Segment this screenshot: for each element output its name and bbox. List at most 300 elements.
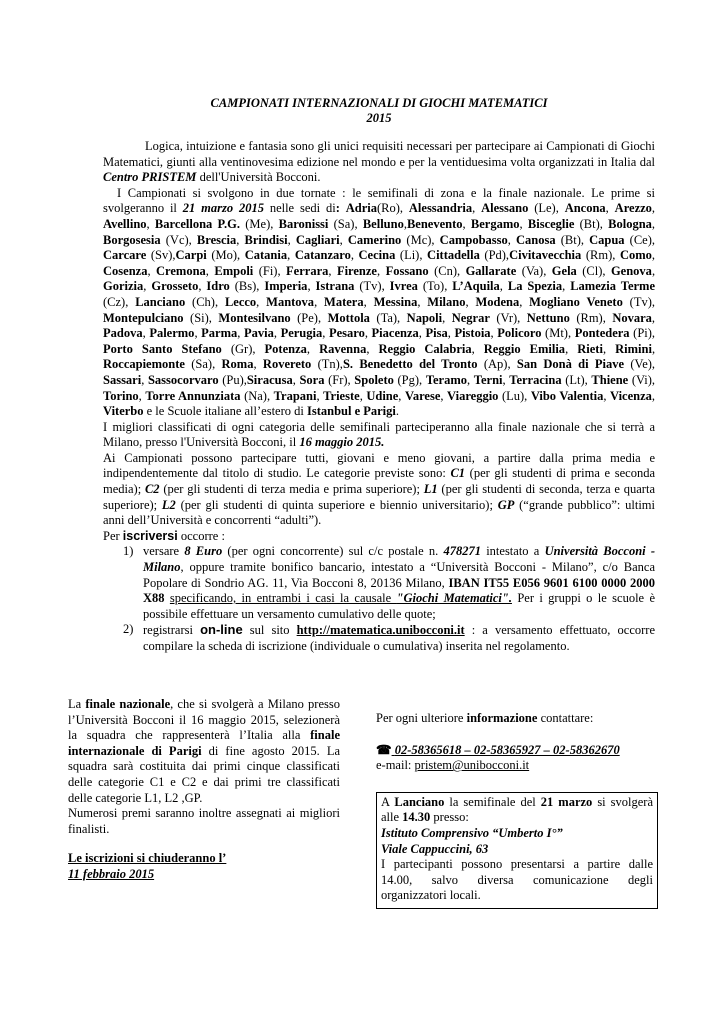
box-viale [381, 842, 653, 858]
iscrizione-occorre: occorre : [177, 528, 225, 543]
sede-province: , [562, 279, 571, 294]
sede-province: , [314, 294, 325, 309]
sede-city: Canosa [516, 232, 556, 247]
sede-city: Capua [589, 232, 625, 247]
sede-province: , [339, 232, 348, 247]
sede-province: , [194, 326, 202, 341]
sede-province: , [138, 388, 146, 403]
sede-city: Cecina [358, 248, 396, 263]
sede-city: Vibo Valentia [530, 388, 604, 403]
sede-city: Udine [366, 388, 399, 403]
postal-account: 478271 [443, 544, 481, 559]
istituto-name: Istituto Comprensivo “Umberto I°” [381, 825, 563, 840]
istituto-address: Viale Cappuccini, 63 [381, 841, 489, 856]
sede-province: , [359, 388, 367, 403]
sede-city: Fossano [385, 263, 429, 278]
email-line [376, 758, 658, 774]
box-date: 21 marzo [540, 794, 593, 809]
sede-province: (Bt), [574, 216, 609, 231]
sede-province: (Lt), [561, 372, 592, 387]
semifinal-date: 21 marzo 2015 [182, 201, 264, 216]
sede-city: Avellino [103, 216, 147, 231]
sede-city: L’Aquila [452, 279, 500, 294]
sede-province: , [651, 310, 656, 325]
payment-reason: "Giochi Matematici". [396, 591, 512, 606]
sede-province: (Bs), [229, 279, 265, 294]
sede-city: Arezzo [614, 201, 652, 216]
sede-province: (Sv), [146, 248, 176, 263]
document-page [103, 96, 655, 655]
sede-city: Roma [221, 357, 254, 372]
category-gp: GP [497, 497, 515, 512]
sede-province: , [142, 326, 150, 341]
sede-city: Terracina [509, 372, 562, 387]
finale-text-b: di fine agosto 2015. La squadra sarà costituita dai primi cinque classificati delle categorie C1 e C2 e dai primi tre classificati delle categorie L1, L2 ,GP. [68, 743, 341, 805]
sede-city: Pistoia [454, 326, 491, 341]
finale-column [68, 697, 340, 909]
sede-city: Carpi [175, 248, 207, 263]
sede-city: Negrar [451, 310, 490, 325]
sede-city: Policoro [497, 326, 542, 341]
sede-city: Perugia [280, 326, 323, 341]
sede-city: Pontedera [574, 326, 630, 341]
sede-province: (Cz), [103, 294, 136, 309]
categorie-paragraph [103, 451, 655, 529]
box-a: A [381, 794, 395, 809]
sede-province: , [403, 216, 407, 231]
category-l2-desc: (per gli studenti di quinta superiore e biennio universitario); [175, 497, 498, 512]
sede-province: (Vr), [489, 310, 527, 325]
sede-city: Trapani [273, 388, 317, 403]
category-l1-desc: (per gli studenti di seconda, terza e quarta superiore); [103, 482, 655, 512]
sede-province: , [462, 216, 471, 231]
sede-province: , [651, 248, 656, 263]
sede-province: (Bt), [555, 232, 590, 247]
sede-city: Torre Annunziata [145, 388, 241, 403]
sede-city: Viareggio [447, 388, 499, 403]
sede-city: Civitavecchia [509, 248, 582, 263]
step-2 [103, 622, 655, 654]
sede-city: Mantova [266, 294, 315, 309]
sede-province: , [602, 341, 616, 356]
sede-province: (Sa), [184, 357, 222, 372]
sede-city: Idro [206, 279, 230, 294]
step-1-a: versare [143, 544, 185, 559]
sede-city: Bergamo [470, 216, 520, 231]
intro-text-a: Logica, intuizione e fantasia sono gli unici requisiti necessari per partecipare ai Campionati di Giochi Matematici, giunti alla ventinovesima edizione nel mondo e per la ventiduesima volta organizzati in Italia dal [103, 139, 655, 169]
sede-province: (Ce), [624, 232, 656, 247]
sede-province: (Lu), [498, 388, 531, 403]
sede-province: (Rm), [581, 248, 620, 263]
sede-province: , [146, 216, 155, 231]
online-label: on-line [200, 622, 243, 638]
sede-province: , [603, 388, 610, 403]
sede-province: (Me), [240, 216, 279, 231]
bottom-section [68, 697, 658, 909]
sede-city: Trieste [323, 388, 360, 403]
finale-text-a: , che si svolgerà a Milano presso l’Università Bocconi il 16 maggio 2015, selezionerà la squadra che rappresenterà l’Italia alla [68, 697, 340, 743]
sede-city: Istanbul e Parigi [306, 404, 396, 419]
sede-city: Milano [427, 294, 466, 309]
tornate-text-a: I Campionati si svolgono in due tornate : le semifinali di zona e la finale nazionale. Le prime si svolgeranno il [103, 185, 655, 216]
tornate-paragraph [103, 186, 655, 420]
sede-city: Montesilvano [218, 310, 291, 325]
sede-city: Alessandria [408, 201, 473, 216]
sede-province: , [398, 388, 405, 403]
sede-province: , [306, 341, 320, 356]
box-b: la semifinale del [444, 794, 541, 809]
sede-province: , [651, 263, 656, 278]
document-title [103, 96, 655, 126]
step-2-c: : a versamento effettuato, occorre compilare la scheda di iscrizione (individuale o cumulativa) inserita nel regolamento. [143, 623, 655, 653]
category-l2: L2 [161, 497, 176, 512]
sede-province: (Pg), [393, 372, 426, 387]
sede-city: Ravenna [319, 341, 367, 356]
category-c2: C2 [144, 482, 160, 497]
sede-province: (Fi), [253, 263, 287, 278]
sede-province: , [292, 372, 300, 387]
sede-province: (Mt), [541, 326, 575, 341]
sede-city: Torino [103, 388, 139, 403]
box-city: Lanciano [394, 794, 445, 809]
sede-city: Catania [244, 248, 288, 263]
sede-city: Istrana [315, 279, 355, 294]
sede-province: , [307, 279, 316, 294]
sede-city: Genova [610, 263, 652, 278]
sede-province: , [417, 294, 428, 309]
tornate-colon: : [335, 201, 340, 216]
sede-province: , [237, 326, 244, 341]
step-1-number: 1) [123, 544, 134, 559]
sede-city: Rieti [577, 341, 603, 356]
sede-city: Empoli [214, 263, 254, 278]
sede-province: , [363, 294, 374, 309]
finale-paragraph [68, 697, 340, 806]
sede-province: (Ve), [624, 357, 656, 372]
sede-city: Alessano [481, 201, 529, 216]
sede-city: Porto Santo Stefano [103, 341, 222, 356]
sede-city: Pavia [243, 326, 274, 341]
sede-province: (Pd), [479, 248, 510, 263]
sede-province: , [147, 263, 157, 278]
premi-paragraph: Numerosi premi saranno inoltre assegnati ai migliori finalisti. [68, 806, 340, 836]
sede-city: La Spezia [507, 279, 563, 294]
sede-city: Cagliari [295, 232, 340, 247]
sede-province: , [519, 216, 528, 231]
step-2-text [143, 622, 655, 654]
email-link[interactable]: pristem@unibocconi.it [414, 758, 530, 773]
sede-province: , [471, 341, 484, 356]
sede-province: (Tv), [354, 279, 390, 294]
sede-city: Cremona [156, 263, 206, 278]
sede-city: Lecco [224, 294, 257, 309]
sede-province: (Ro), [376, 201, 409, 216]
sede-city: Spoleto [354, 372, 394, 387]
sede-city: Bologna [608, 216, 652, 231]
sede-province: , [376, 263, 386, 278]
step-2-number: 2) [123, 622, 134, 637]
iscriversi-label: iscriversi [122, 528, 178, 543]
sedi-list [103, 201, 655, 418]
sede-province: , [205, 263, 215, 278]
sede-city: Pesaro [328, 326, 365, 341]
sede-city: Modena [475, 294, 520, 309]
sede-city: San Donà di Piave [516, 357, 625, 372]
sede-city: Ancona [564, 201, 606, 216]
sede-city: Bisceglie [527, 216, 575, 231]
sede-province: , [502, 372, 510, 387]
title-line-1: CAMPIONATI INTERNAZIONALI DI GIOCHI MATEMATICI [210, 96, 548, 110]
sede-city: Belluno [362, 216, 404, 231]
step-1-text [143, 544, 655, 622]
box-c: si svolgerà alle [381, 794, 654, 825]
phone-list: 02-58365618 – 02-58365927 – 02-58362670 [394, 742, 620, 757]
sede-city: Adria [345, 201, 377, 216]
sede-province: , [490, 326, 498, 341]
sede-city: Terni [473, 372, 503, 387]
finale-internazionale-label: finale internazionale di Parigi [68, 728, 340, 758]
title-line-2: 2015 [366, 111, 392, 125]
sede-city: Lamezia Terme [570, 279, 655, 294]
sede-province: . [395, 404, 400, 419]
sede-city: Cosenza [103, 263, 148, 278]
fee-amount: 8 Euro [184, 544, 223, 559]
tornate-text-b: nelle sedi di [263, 201, 336, 216]
sede-city: Ivrea [389, 279, 418, 294]
sede-province: (Sa), [328, 216, 363, 231]
sede-city: Carcare [103, 248, 147, 263]
category-c2-desc: (per gli studenti di terza media e prima superiore); [159, 482, 424, 497]
chiusura-date: 11 febbraio 2015 [68, 866, 155, 881]
sede-city: Roccapiemonte [103, 357, 185, 372]
sede-city: Imperia [264, 279, 308, 294]
sede-province: , [287, 248, 295, 263]
sede-province: (Ap), [477, 357, 517, 372]
sede-province: (Pu), [218, 372, 247, 387]
sede-city: Rovereto [262, 357, 312, 372]
sede-province: , [418, 326, 426, 341]
sede-province: (Ta), [369, 310, 407, 325]
sede-province: , [287, 232, 296, 247]
sede-province: , [507, 232, 516, 247]
sede-city: Parma [201, 326, 238, 341]
sede-city: Ferrara [286, 263, 329, 278]
sede-province: , [143, 279, 152, 294]
sede-city: Thiene [591, 372, 629, 387]
sede-province: (Gr), [221, 341, 265, 356]
sede-city: Catanzaro [294, 248, 351, 263]
intro-text-b: dell'Università Bocconi. [196, 170, 321, 185]
category-c1: C1 [450, 466, 466, 481]
migliori-paragraph [103, 420, 655, 451]
contatti-text-b: contattare: [537, 711, 594, 725]
chiusura-note [68, 851, 340, 882]
sede-city: Messina [373, 294, 418, 309]
sede-city: Potenza [264, 341, 307, 356]
category-gp-desc: (“grande pubblico”: ultimi anni dell’Università e concorrenti “adulti”). [103, 497, 655, 528]
category-l1: L1 [423, 482, 438, 497]
account-holder: Università Bocconi - Milano [143, 544, 656, 575]
sede-province: , [651, 341, 656, 356]
sede-province: , [440, 388, 448, 403]
step-2-a: registrarsi [143, 623, 201, 638]
box-note: I partecipanti possono presentarsi a partire dalle 14.00, salvo diversa comunicazione degli organizzatori locali. [381, 857, 653, 903]
sede-province: , [467, 372, 474, 387]
sede-city: Brescia [196, 232, 237, 247]
final-date: 16 maggio 2015. [299, 435, 385, 450]
sede-province: , [253, 357, 263, 372]
sede-province: , [198, 279, 207, 294]
specificando-text: specificando, in entrambi i casi la causale [169, 591, 397, 606]
sede-province: (Le), [528, 201, 565, 216]
sede-province: , [350, 248, 359, 263]
sede-city: Siracusa [246, 372, 293, 387]
sede-city: Como [619, 248, 652, 263]
step-1-f: Per i gruppi o le scuole è possibile effettuare un versamento cumulativo delle quote; [143, 591, 655, 621]
step-1-b: (per ogni concorrente) sul c/c postale n. [222, 544, 444, 559]
sede-province: (Li), [395, 248, 428, 263]
sede-city: Mogliano Veneto [529, 294, 623, 309]
sede-province: , [256, 294, 267, 309]
sede-province: (To), [417, 279, 453, 294]
sede-province: e le Scuole italiane all’estero di [143, 404, 307, 419]
sede-city: Sora [299, 372, 325, 387]
sede-province: (Pi), [629, 326, 656, 341]
sede-city: Vicenza [610, 388, 652, 403]
phone-icon: ☎ [376, 742, 392, 757]
sede-province: (Cl), [576, 263, 611, 278]
sede-city: Lanciano [135, 294, 186, 309]
sede-city: Pisa [425, 326, 448, 341]
sede-province: (Ch), [185, 294, 225, 309]
sede-city: Sassari [103, 372, 142, 387]
sede-province: (Tv), [622, 294, 656, 309]
finale-nazionale-label: finale nazionale [85, 697, 171, 711]
sede-province: , [316, 388, 324, 403]
iban-code: IBAN IT55 E056 9601 6100 0000 2000 X88 [143, 575, 656, 606]
sede-city: Brindisi [244, 232, 288, 247]
sede-province: , [465, 294, 476, 309]
migliori-text: I migliori classificati di ogni categoria delle semifinali parteciperanno alla finale nazionale che si terrà a Milano, presso l'Università Bocconi, il [103, 419, 655, 450]
document-body [103, 139, 655, 655]
sede-province: , [236, 232, 245, 247]
sede-city: Teramo [425, 372, 468, 387]
email-label: e-mail: [376, 758, 415, 773]
sede-city: Mottola [327, 310, 370, 325]
phone-numbers [376, 743, 658, 759]
sede-city: Nettuno [526, 310, 570, 325]
iscrizione-heading [103, 529, 655, 545]
sede-city: Varese [404, 388, 441, 403]
box-time: 14.30 [402, 810, 431, 825]
sede-city: Gorizia [103, 279, 144, 294]
sede-city: Novara [612, 310, 652, 325]
contatti-column [376, 697, 658, 909]
sede-province: (Si), [183, 310, 219, 325]
sede-city: Sassocorvaro [147, 372, 219, 387]
sede-city: Viterbo [103, 404, 144, 419]
sede-province: , [565, 341, 578, 356]
sede-city: Padova [103, 326, 143, 341]
sede-province: , [499, 279, 508, 294]
sede-province: (Na), [240, 388, 274, 403]
sede-province: , [651, 201, 656, 216]
iscrizione-steps [103, 544, 655, 654]
sede-city: Reggio Calabria [378, 341, 472, 356]
category-c1-desc: (per gli studenti di prima e seconda media); [103, 466, 655, 497]
sede-province: (Cn), [428, 263, 466, 278]
sede-province: (Vc), [160, 232, 197, 247]
contatti-text-a: Per ogni ulteriore [376, 711, 467, 725]
finale-la: La [68, 697, 86, 711]
sede-province: (Vi), [628, 372, 656, 387]
sede-province: (Mc), [401, 232, 440, 247]
box-istituto [381, 826, 653, 842]
informazione-label: informazione [466, 711, 538, 725]
sede-province: , [366, 341, 379, 356]
sede-city: Barcellona P.G. [154, 216, 241, 231]
step-1-c: intestato a [480, 544, 545, 559]
sede-city: Baronissi [278, 216, 329, 231]
contatti-paragraph [376, 711, 658, 727]
sede-province: , [322, 326, 329, 341]
intro-paragraph [103, 139, 655, 186]
sede-city: Gela [551, 263, 577, 278]
sede-city: Firenze [336, 263, 377, 278]
sede-province: , [651, 216, 656, 231]
sede-province: (Mo), [206, 248, 245, 263]
step-2-b: sul sito [242, 623, 297, 638]
website-link[interactable]: http://matematica.unibocconi.it [296, 623, 465, 638]
sede-province: (Va), [516, 263, 552, 278]
categorie-text: Ai Campionati possono partecipare tutti, giovani e meno giovani, a partire dalla prima media e indipendentemente dal titolo di studio. Le categorie previste sono: [103, 450, 655, 481]
sede-province: , [273, 326, 281, 341]
sede-province: (Tn), [311, 357, 343, 372]
centro-pristem: Centro PRISTEM [103, 170, 197, 185]
box-intro [381, 795, 653, 826]
box-d: presso: [430, 810, 469, 825]
sede-city: S. Benedetto del Tronto [342, 357, 478, 372]
sede-city: Cittadella [427, 248, 480, 263]
sede-city: Reggio Emilia [483, 341, 566, 356]
sede-city: Rimini [615, 341, 652, 356]
sede-province: , [141, 372, 148, 387]
sede-city: Napoli [406, 310, 443, 325]
sede-province: (Rm), [569, 310, 613, 325]
sede-city: Benevento [406, 216, 463, 231]
sede-province: , [442, 310, 452, 325]
sede-city: Campobasso [439, 232, 508, 247]
sede-city: Matera [324, 294, 364, 309]
sede-city: Piacenza [371, 326, 419, 341]
sede-city: Grosseto [151, 279, 199, 294]
sede-province: (Fr), [324, 372, 355, 387]
chiusura-line-1: Le iscrizioni si chiuderanno l’ [68, 851, 227, 866]
sede-province: , [472, 201, 482, 216]
sede-city: Montepulciano [103, 310, 184, 325]
sede-province: , [364, 326, 372, 341]
step-1 [103, 544, 655, 622]
sede-province: , [447, 326, 455, 341]
sede-province: , [605, 201, 615, 216]
sede-city: Gallarate [465, 263, 517, 278]
step-1-d: , oppure tramite bonifico bancario, intestato a “Università Bocconi - Milano”, c/o Banca Popolare di Sondrio AG. 11, Via Bocconi 8, 20136 Milano, [143, 560, 655, 590]
lanciano-info-box [376, 792, 658, 909]
sede-province: , [651, 388, 656, 403]
sede-province: , [328, 263, 337, 278]
sede-province: (Pe), [290, 310, 328, 325]
sede-city: Borgosesia [103, 232, 161, 247]
